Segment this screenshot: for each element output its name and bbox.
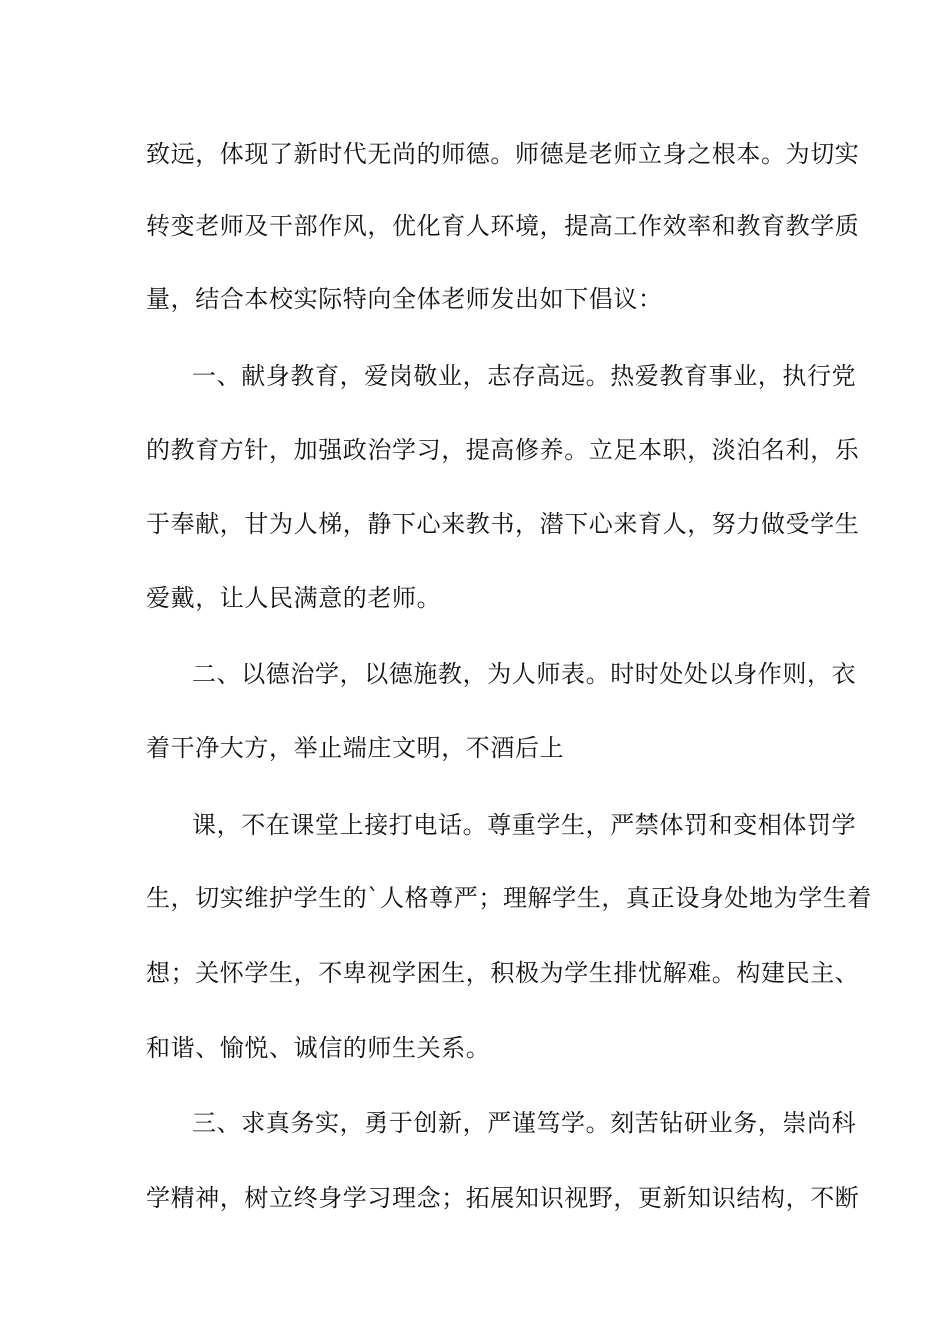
paragraph-start-line: 三、求真务实，勇于创新，严谨笃学。刻苦钻研业务，崇尚科: [192, 1109, 857, 1137]
text-line: 和谐、愉悦、诚信的师生关系。: [146, 1034, 491, 1062]
text-line: 转变老师及干部作风，优化育人环境，提高工作效率和教育教学质: [146, 212, 860, 240]
paragraph-start-line: 二、以德治学，以德施教，为人师表。时时处处以身作则，衣: [192, 660, 857, 688]
text-line: 学精神，树立终身学习理念；拓展知识视野，更新知识结构，不断: [146, 1184, 860, 1212]
text-line: 想；关怀学生，不卑视学困生，积极为学生排忧解难。构建民主、: [146, 959, 860, 987]
paragraph-start-line: 课，不在课堂上接打电话。尊重学生，严禁体罚和变相体罚学: [192, 811, 857, 839]
text-line: 致远，体现了新时代无尚的师德。师德是老师立身之根本。为切实: [146, 140, 860, 168]
text-line: 于奉献，甘为人梯，静下心来教书，潜下心来育人，努力做受学生: [146, 510, 860, 538]
text-line: 的教育方针，加强政治学习，提高修养。立足本职，淡泊名利，乐: [146, 436, 860, 464]
text-line: 量，结合本校实际特向全体老师发出如下倡议：: [146, 285, 663, 313]
text-line: 着干净大方，举止端庄文明，不酒后上: [146, 734, 565, 762]
paragraph-start-line: 一、献身教育，爱岗敬业，志存高远。热爱教育事业，执行党: [192, 362, 857, 390]
text-line: 生，切实维护学生的`人格尊严；理解学生，真正设身处地为学生着: [146, 884, 872, 912]
text-line: 爱戴，让人民满意的老师。: [146, 584, 442, 612]
